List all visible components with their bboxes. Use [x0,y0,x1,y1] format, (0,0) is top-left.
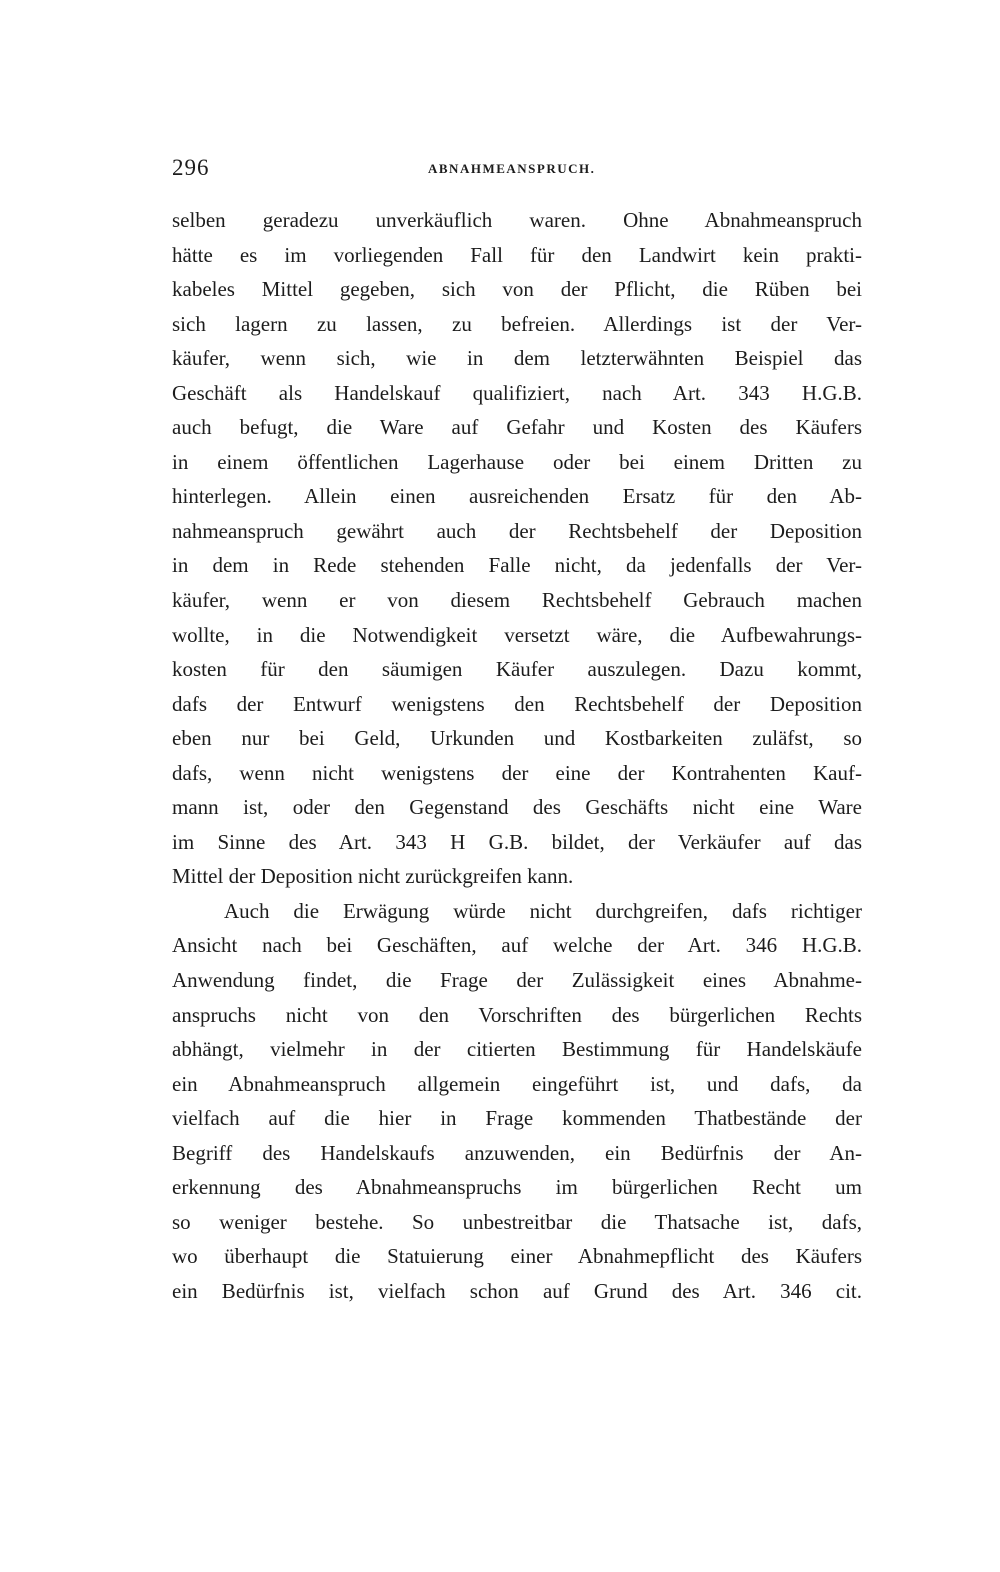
text-line: Mittel der Deposition nicht zurückgreifen kann. [172,864,574,889]
text-line: wollte, in die Notwendigkeit versetzt wäre, die Aufbewahrungs- [172,622,862,647]
text-line: nahmeanspruch gewährt auch der Rechtsbehelf der Deposition [172,518,862,543]
text-line: ein Abnahmeanspruch allgemein eingeführt ist, und dafs, da [172,1071,862,1096]
text-line: abhängt, vielmehr in der citierten Bestimmung für Handelskäufe [172,1037,862,1062]
text-line: kosten für den säumigen Käufer auszulegen. Dazu kommt, [172,657,862,682]
text-line: Ansicht nach bei Geschäften, auf welche der Art. 346 H.G.B. [172,933,862,958]
running-head: ABNAHMEANSPRUCH. [428,161,596,176]
text-line: ein Bedürfnis ist, vielfach schon auf Grund des Art. 346 cit. [172,1278,862,1303]
page-number: 296 [172,155,210,180]
text-line: käufer, wenn sich, wie in dem letzterwähnten Beispiel das [172,346,862,371]
text-line: anspruchs nicht von den Vorschriften des bürgerlichen Rechts [172,1002,862,1027]
text-line: erkennung des Abnahmeanspruchs im bürgerlichen Recht um [172,1175,862,1200]
text-line: kabeles Mittel gegeben, sich von der Pflicht, die Rüben bei [172,277,862,302]
text-line: so weniger bestehe. So unbestreitbar die Thatsache ist, dafs, [172,1209,862,1234]
text-line: hätte es im vorliegenden Fall für den Landwirt kein prakti- [172,242,862,267]
text-line: käufer, wenn er von diesem Rechtsbehelf Gebrauch machen [172,588,862,613]
paragraph-start-line: Auch die Erwägung würde nicht durchgreifen, dafs richtiger [224,898,862,923]
text-line: dafs der Entwurf wenigstens den Rechtsbehelf der Deposition [172,691,862,716]
text-line: Anwendung findet, die Frage der Zulässigkeit eines Abnahme- [172,968,862,993]
text-line: eben nur bei Geld, Urkunden und Kostbarkeiten zuläfst, so [172,726,862,751]
text-line: in dem in Rede stehenden Falle nicht, da jedenfalls der Ver- [172,553,862,578]
text-line: vielfach auf die hier in Frage kommenden Thatbestände der [172,1106,862,1131]
page-header [172,155,862,185]
text-line: mann ist, oder den Gegenstand des Geschäfts nicht eine Ware [172,795,862,820]
text-line: Begriff des Handelskaufs anzuwenden, ein Bedürfnis der An- [172,1140,862,1165]
text-line: hinterlegen. Allein einen ausreichenden Ersatz für den Ab- [172,484,862,509]
text-line: selben geradezu unverkäuflich waren. Ohne Abnahmeanspruch [172,208,862,232]
text-line: im Sinne des Art. 343 H G.B. bildet, der Verkäufer auf das [172,829,862,854]
text-line: wo überhaupt die Statuierung einer Abnahmepflicht des Käufers [172,1244,862,1269]
text-line: in einem öffentlichen Lagerhause oder bei einem Dritten zu [172,449,862,474]
body-text [172,203,862,1309]
text-line: sich lagern zu lassen, zu befreien. Allerdings ist der Ver- [172,311,862,336]
text-line: dafs, wenn nicht wenigstens der eine der Kontrahenten Kauf- [172,760,862,785]
text-line: Geschäft als Handelskauf qualifiziert, nach Art. 343 H.G.B. [172,380,862,405]
text-line: auch befugt, die Ware auf Gefahr und Kosten des Käufers [172,415,862,440]
